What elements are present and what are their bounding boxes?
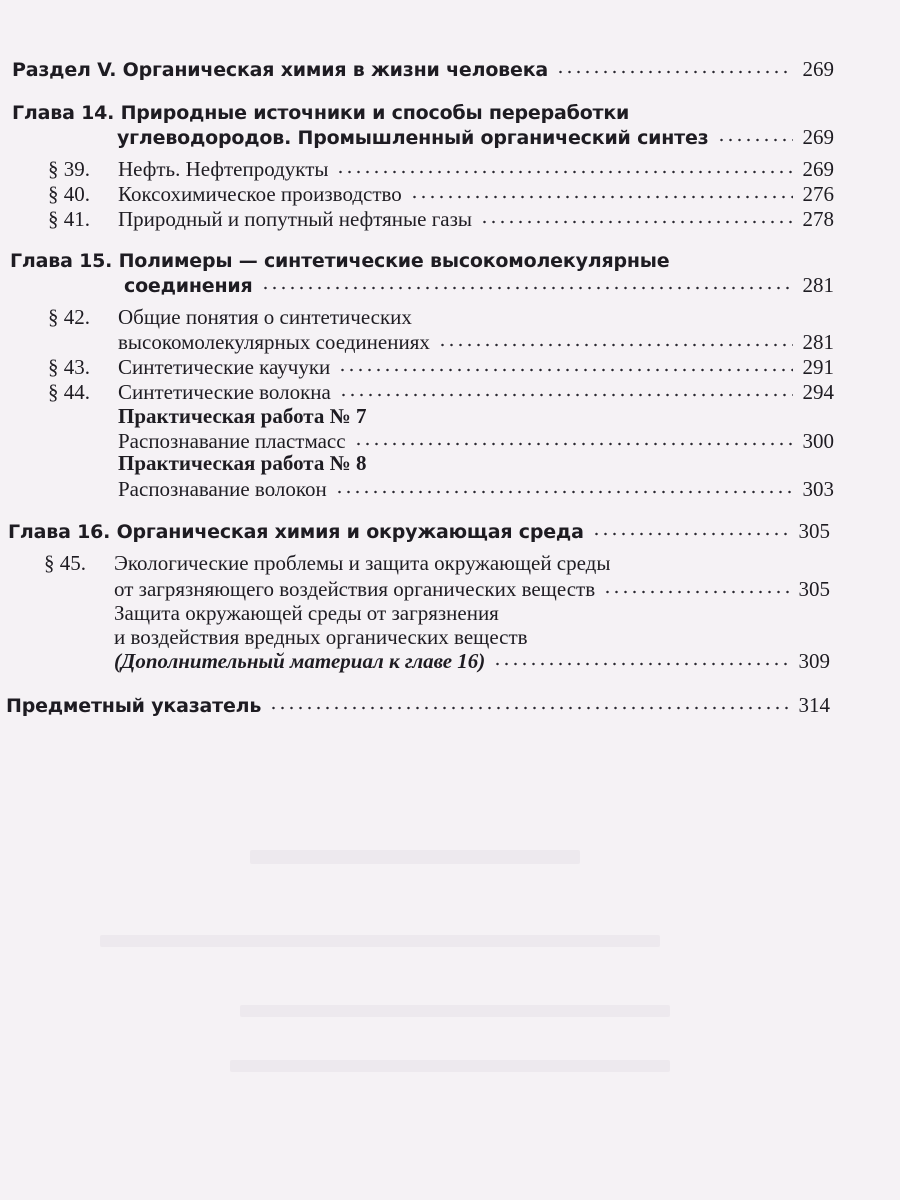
practical-work-title: Распознавание волокон <box>118 477 327 501</box>
dot-leader <box>556 69 792 75</box>
dot-leader <box>335 489 793 495</box>
dot-leader <box>269 705 788 711</box>
bleed-through-mark <box>250 850 580 864</box>
page-number: 281 <box>802 273 834 297</box>
dot-leader <box>336 169 792 175</box>
page-number: 278 <box>802 207 834 231</box>
chapter-15-title-line2: соединения <box>124 275 253 297</box>
dot-leader <box>438 342 793 348</box>
chapter-14-title-line2: углеводородов. Промышленный органический синтез <box>117 127 709 149</box>
toc-entry-paragraph-42[interactable] <box>118 329 834 355</box>
dot-leader <box>339 392 793 398</box>
toc-entry-chapter-14[interactable] <box>117 124 834 150</box>
paragraph-number: § 41. <box>48 207 90 231</box>
dot-leader <box>354 441 793 447</box>
page-number: 269 <box>802 157 834 181</box>
page-number: 294 <box>802 380 834 404</box>
paragraph-title: Нефть. Нефтепродукты <box>118 157 329 181</box>
page-number: 269 <box>802 57 834 81</box>
toc-entry-section-5[interactable] <box>12 56 834 82</box>
toc-entry-paragraph-43[interactable] <box>48 354 834 380</box>
page-number: 291 <box>802 355 834 379</box>
page-number: 314 <box>798 693 830 717</box>
paragraph-title-line1: Экологические проблемы и защита окружающей среды <box>114 551 611 575</box>
paragraph-heading-line <box>48 304 834 330</box>
toc-entry-chapter-16[interactable] <box>8 518 830 544</box>
paragraph-title-line2: от загрязняющего воздействия органических веществ <box>114 577 596 601</box>
paragraph-number: § 45. <box>44 551 86 575</box>
dot-leader <box>603 589 788 595</box>
practical-work-heading: Практическая работа № 7 <box>118 404 367 428</box>
toc-entry-paragraph-40[interactable] <box>48 181 834 207</box>
paragraph-number: § 44. <box>48 380 90 404</box>
toc-entry-paragraph-44[interactable] <box>48 379 834 405</box>
toc-entry-practical-work-8[interactable] <box>118 476 834 502</box>
paragraph-title-line2: высокомолекулярных соединениях <box>118 330 430 354</box>
toc-entry-chapter-15[interactable] <box>124 272 834 298</box>
subject-index-title: Предметный указатель <box>6 695 262 717</box>
paragraph-number: § 43. <box>48 355 90 379</box>
paragraph-title: Природный и попутный нефтяные газы <box>118 207 473 231</box>
toc-entry-supplementary-material[interactable] <box>114 648 830 674</box>
bleed-through-mark <box>230 1060 670 1072</box>
practical-work-8-heading <box>118 450 834 476</box>
dot-leader <box>338 367 792 373</box>
supplementary-heading-line <box>114 624 830 650</box>
page-number: 281 <box>802 330 834 354</box>
dot-leader <box>592 531 789 537</box>
page-number: 303 <box>802 477 834 501</box>
paragraph-number: § 39. <box>48 157 90 181</box>
page-number: 300 <box>802 429 834 453</box>
page-number: 269 <box>802 125 834 149</box>
chapter-heading-line <box>10 248 834 274</box>
toc-entry-paragraph-39[interactable] <box>48 156 834 182</box>
supplementary-title-line2: и воздействия вредных органических веществ <box>114 625 528 649</box>
chapter-15-title-line1: Глава 15. Полимеры — синтетические высокомолекулярные <box>10 250 670 272</box>
supplementary-heading-line <box>114 600 830 626</box>
paragraph-title: Синтетические каучуки <box>118 355 331 379</box>
page-number: 305 <box>798 577 830 601</box>
practical-work-7-heading <box>118 403 834 429</box>
page-number: 305 <box>798 519 830 543</box>
paragraph-heading-line <box>44 550 830 576</box>
paragraph-title-line1: Общие понятия о синтетических <box>118 305 412 329</box>
dot-leader <box>410 194 793 200</box>
paragraph-number: § 40. <box>48 182 90 206</box>
section-title: Раздел V. Органическая химия в жизни человека <box>12 59 549 81</box>
bleed-through-mark <box>100 935 660 947</box>
dot-leader <box>261 285 793 291</box>
toc-entry-paragraph-45[interactable] <box>114 576 830 602</box>
paragraph-number: § 42. <box>48 305 90 329</box>
bleed-through-mark <box>240 1005 670 1017</box>
practical-work-title: Распознавание пластмасс <box>118 429 346 453</box>
toc-entry-subject-index[interactable] <box>6 692 830 718</box>
chapter-14-title-line1: Глава 14. Природные источники и способы переработки <box>12 102 630 124</box>
supplementary-title-line1: Защита окружающей среды от загрязнения <box>114 601 499 625</box>
dot-leader <box>717 137 793 143</box>
dot-leader <box>493 661 788 667</box>
toc-entry-paragraph-41[interactable] <box>48 206 834 232</box>
page-number: 309 <box>798 649 830 673</box>
paragraph-title: Синтетические волокна <box>118 380 331 404</box>
chapter-16-title: Глава 16. Органическая химия и окружающая среда <box>8 521 584 543</box>
dot-leader <box>480 219 792 225</box>
practical-work-heading: Практическая работа № 8 <box>118 451 367 475</box>
paragraph-title: Коксохимическое производство <box>118 182 402 206</box>
chapter-heading-line <box>12 100 834 126</box>
page-number: 276 <box>802 182 834 206</box>
supplementary-note: (Дополнительный материал к главе 16) <box>114 649 486 673</box>
